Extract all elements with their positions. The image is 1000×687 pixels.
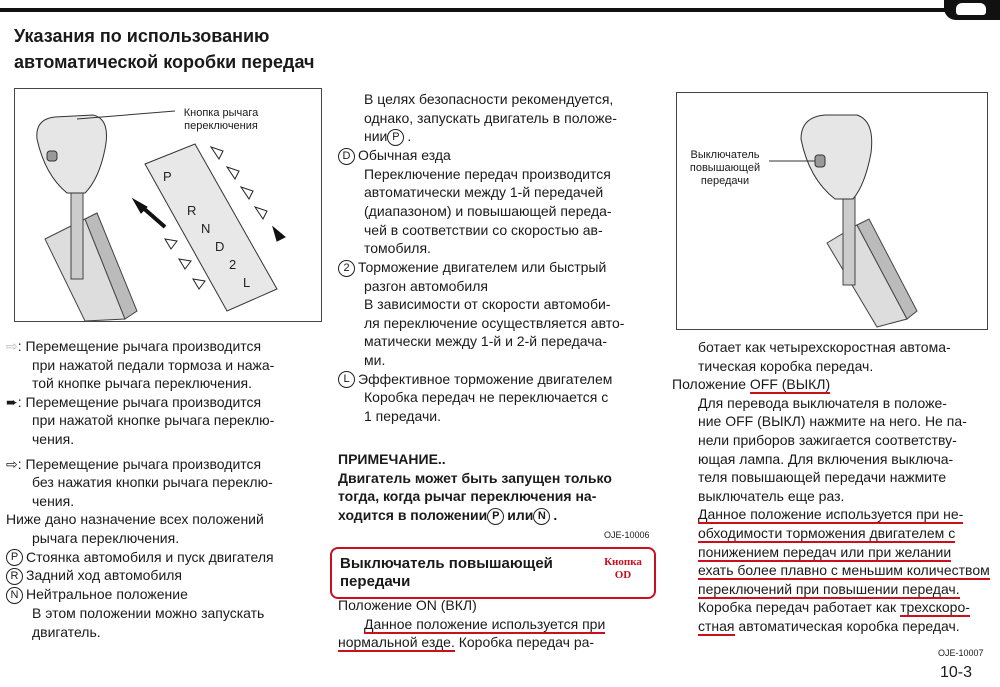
d-symbol-icon: D — [338, 148, 355, 165]
od-heading: Выключатель повышающей передачи — [340, 555, 553, 590]
l-symbol-icon: L — [338, 371, 355, 388]
solid-arrow-icon: ➨ — [6, 393, 18, 410]
two-symbol-icon: 2 — [338, 260, 355, 277]
light-arrow-icon: ⇨ — [6, 338, 18, 354]
n-symbol-icon: N — [6, 587, 23, 604]
shift-lever-figure — [14, 88, 322, 322]
gate-letter: 2 — [229, 257, 237, 272]
gate-letter: N — [201, 221, 211, 236]
figure-tag: OJE-10007 — [938, 648, 984, 658]
position-p: P Стоянка автомобиля и пуск двигателя — [6, 548, 316, 567]
shift-lever-illustration — [15, 89, 321, 321]
column-left: ⇨: Перемещение рычага производится при нажатой педали тормоза и нажа- той кнопке рычага переключения. ➨: Перемещение рычага производится при нажатой кнопке рычага переклю- чения. ⇨: Перемещение рычага производится без нажатия кнопки рычага переклю- чения. Ниже дано назначение всех положений рычага переключения. P Стоянка автомобиля и пуск двигателя R Задний ход автомобиля N Нейтральное положение В этом положении можно запускать двигатель. — [6, 337, 316, 641]
od-switch-label: Выключатель повышающей передачи — [689, 149, 761, 187]
legend-item: ➨: Перемещение рычага производится — [6, 393, 262, 410]
on-position-block: Положение ON (ВКЛ) Данное положение используется при нормальной езде. Коробка передач ра- — [338, 597, 606, 651]
svg-text:P — [163, 169, 172, 184]
page-title: Указания по использованию автоматической коробки передач — [14, 26, 315, 72]
position-r: R Задний ход автомобиля — [6, 566, 316, 585]
r-symbol-icon: R — [6, 568, 23, 585]
outline-arrow-icon: ⇨ — [6, 455, 18, 472]
car-icon — [956, 3, 986, 15]
page-number: 10-3 — [940, 664, 973, 681]
gate-letter: R — [187, 203, 197, 218]
lever-button-label: Кнопка рычага переключения — [183, 107, 259, 132]
od-switch-figure — [676, 92, 988, 330]
p-symbol-icon: P — [6, 549, 23, 566]
position-n: N Нейтральное положение — [6, 585, 316, 604]
p-symbol-icon: P — [387, 129, 404, 146]
off-position-title: Положение OFF (ВЫКЛ) — [672, 376, 831, 393]
position-2: 2 Торможение двигателем или быстрый — [338, 258, 654, 277]
column-right: ботает как четырехскоростная автома- тическая коробка передач. Положение OFF (ВЫКЛ) Для перевода выключателя в положе- ние OFF (ВЫКЛ) нажмите на него. Не па- нели приборов зажигается соответству- ющая лампа. Для включения выключа- теля повышающей передачи нажмите выключатель еще раз. Данное положение используется при не- обходимости торможения двигателем с понижением передач или при желании ехать более плавно с меньшим количеством переключений при повышении передач. Коробка передач работает как трехскоро- стная автоматическая коробка передач. — [672, 338, 994, 636]
note-block: ПРИМЕЧАНИЕ.. Двигатель может быть запущен только тогда, когда рычаг переключения на- ходится в положении P или N . — [338, 451, 612, 523]
position-d: D Обычная езда — [338, 146, 654, 165]
gate-letter: D — [215, 239, 225, 254]
column-middle: В целях безопасности рекомендуется, однако, запускать двигатель в положе- нии P . D Обычная езда Переключение передач производится автоматически между 1-й передачей (диапазоном) и повышающей переда- чей в соответствии со скоростью ав- томобиля. 2 Торможение двигателем или быстрый разгон автомобиля В зависимости от скорости автомоби- ля переключение осуществляется авто- матически между 1-й и 2-й передача- ми. L Эффективное торможение двигателем Коробка передач не переключается с 1 передачи. — [338, 90, 654, 426]
figure-tag: OJE-10006 — [604, 530, 650, 540]
legend-item: ⇨: Перемещение рычага производится — [6, 455, 262, 472]
p-symbol-icon: P — [487, 508, 504, 525]
od-switch-illustration — [677, 93, 987, 329]
header-rule — [0, 8, 960, 12]
position-l: L Эффективное торможение двигателем — [338, 370, 654, 389]
n-symbol-icon: N — [533, 508, 550, 525]
legend-item: ⇨: Перемещение рычага производится — [6, 338, 262, 354]
od-button-note: Кнопка OD — [604, 556, 642, 581]
gate-letter: P — [163, 169, 172, 184]
gate-letter: L — [243, 275, 251, 290]
